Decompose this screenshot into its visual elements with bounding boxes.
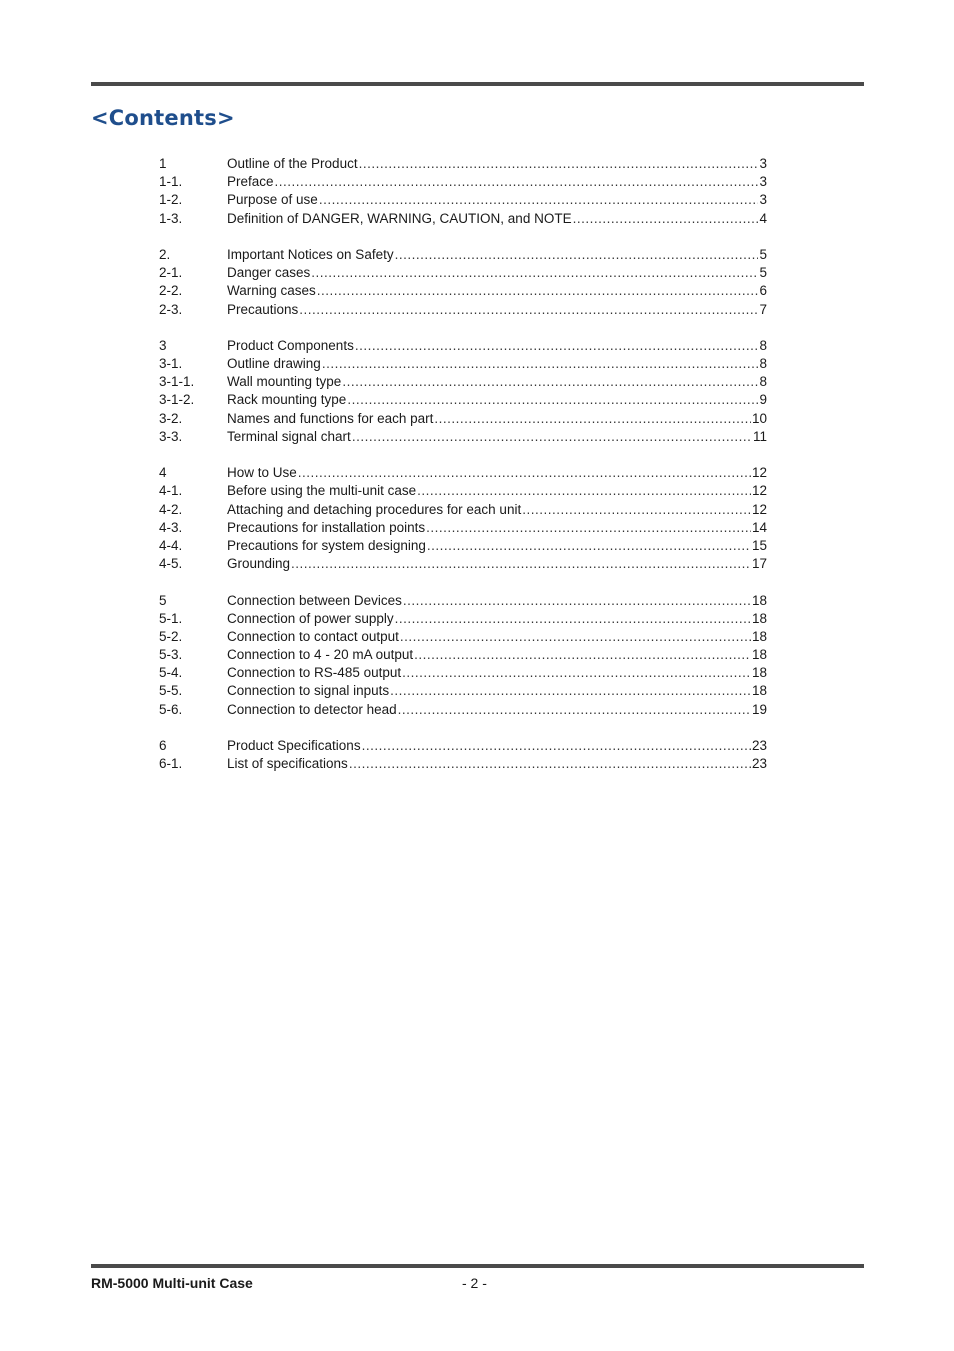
toc-entry-title: Connection of power supply <box>227 610 394 626</box>
toc-entry[interactable] <box>159 464 767 482</box>
toc-entry[interactable] <box>159 155 767 173</box>
toc-entry-number: 3 <box>159 337 167 353</box>
toc-entry-number: 3-2. <box>159 410 183 426</box>
toc-entry[interactable] <box>159 428 767 446</box>
toc-dot-leader <box>311 264 758 282</box>
toc-entry-page: 15 <box>751 537 767 553</box>
toc-dot-leader <box>395 246 759 264</box>
toc-entry[interactable] <box>159 173 767 191</box>
toc-entry[interactable] <box>159 537 767 555</box>
toc-entry[interactable] <box>159 592 767 610</box>
toc-entry-number: 4-4. <box>159 537 183 553</box>
toc-entry-number: 1-2. <box>159 192 183 208</box>
toc-entry-title: Definition of DANGER, WARNING, CAUTION, and NOTE <box>227 210 572 226</box>
toc-entry-page: 12 <box>751 465 767 481</box>
toc-entry-title: How to Use <box>227 465 297 481</box>
toc-entry[interactable] <box>159 264 767 282</box>
toc-entry[interactable] <box>159 555 767 573</box>
toc-entry-number: 4-1. <box>159 483 183 499</box>
toc-entry-number: 5-5. <box>159 683 183 699</box>
header-rule <box>91 82 864 86</box>
toc-entry[interactable] <box>159 501 767 519</box>
toc-entry-number: 5-4. <box>159 665 183 681</box>
toc-entry[interactable] <box>159 301 767 319</box>
toc-entry-title: List of specifications <box>227 756 348 772</box>
toc-entry-number: 3-1-1. <box>159 374 195 390</box>
toc-dot-leader <box>426 519 751 537</box>
toc-entry[interactable] <box>159 282 767 300</box>
toc-entry[interactable] <box>159 482 767 500</box>
toc-entry-number: 4-5. <box>159 556 183 572</box>
toc-entry-page: 10 <box>751 410 767 426</box>
toc-entry[interactable] <box>159 682 767 700</box>
toc-entry-page: 6 <box>759 283 767 299</box>
toc-entry-page: 5 <box>759 265 767 281</box>
toc-entry-title: Connection to detector head <box>227 701 397 717</box>
toc-dot-leader <box>434 410 751 428</box>
toc-dot-leader <box>400 628 751 646</box>
toc-entry-number: 1 <box>159 156 167 171</box>
toc-entry-page: 3 <box>759 156 767 171</box>
toc-dot-leader <box>347 391 758 409</box>
toc-entry-title: Product Components <box>227 337 354 353</box>
toc-entry-page: 9 <box>759 392 767 408</box>
toc-dot-leader <box>291 555 751 573</box>
toc-entry[interactable] <box>159 210 767 228</box>
page-title: <Contents> <box>91 106 235 130</box>
toc-entry-title: Names and functions for each part <box>227 410 434 426</box>
toc-entry-page: 11 <box>752 428 767 444</box>
toc-entry-title: Product Specifications <box>227 738 361 753</box>
toc-dot-leader <box>414 646 751 664</box>
toc-entry-number: 5 <box>159 592 167 608</box>
toc-dot-leader <box>298 464 751 482</box>
toc-dot-leader <box>403 592 751 610</box>
toc-dot-leader <box>275 173 759 191</box>
toc-entry-page: 23 <box>751 738 767 753</box>
toc-entry-page: 12 <box>751 483 767 499</box>
toc-entry[interactable] <box>159 646 767 664</box>
toc-entry-title: Connection to RS-485 output <box>227 665 402 681</box>
toc-dot-leader <box>352 428 752 446</box>
toc-dot-leader <box>395 610 751 628</box>
toc-dot-leader <box>427 537 751 555</box>
toc-entry[interactable] <box>159 410 767 428</box>
toc-entry-page: 19 <box>751 701 767 717</box>
toc-dot-leader <box>417 482 751 500</box>
toc-section <box>159 464 767 573</box>
toc-dot-leader <box>355 337 759 355</box>
toc-entry-page: 18 <box>751 683 767 699</box>
toc-entry-number: 2-1. <box>159 265 183 281</box>
toc-section <box>159 737 767 773</box>
toc-entry[interactable] <box>159 628 767 646</box>
toc-entry-number: 3-1. <box>159 356 183 372</box>
toc-entry[interactable] <box>159 391 767 409</box>
toc-entry-page: 8 <box>759 356 767 372</box>
toc-entry-title: Rack mounting type <box>227 392 347 408</box>
toc-entry-page: 8 <box>759 374 767 390</box>
toc-dot-leader <box>402 664 751 682</box>
toc-entry-number: 5-2. <box>159 628 183 644</box>
footer-rule <box>91 1264 864 1268</box>
toc-entry-title: Precautions <box>227 301 299 317</box>
toc-dot-leader <box>390 682 751 700</box>
toc-entry-number: 2-3. <box>159 301 183 317</box>
toc-entry-number: 5-3. <box>159 647 183 663</box>
toc-section <box>159 155 767 228</box>
toc-entry-number: 6 <box>159 738 167 753</box>
toc-entry-title: Warning cases <box>227 283 316 299</box>
toc-entry-title: Connection between Devices <box>227 592 402 608</box>
toc-entry-page: 18 <box>751 610 767 626</box>
toc-dot-leader <box>398 701 751 719</box>
toc-entry-title: Outline drawing <box>227 356 321 372</box>
toc-entry-title: Before using the multi-unit case <box>227 483 417 499</box>
toc-entry-page: 23 <box>751 756 767 772</box>
toc-entry-title: Wall mounting type <box>227 374 342 390</box>
toc-entry-number: 5-1. <box>159 610 183 626</box>
toc-entry-page: 4 <box>759 210 767 226</box>
toc-entry-number: 3-3. <box>159 428 183 444</box>
toc-entry-title: Connection to signal inputs <box>227 683 390 699</box>
toc-entry-number: 1-1. <box>159 174 183 190</box>
toc-dot-leader <box>362 737 751 755</box>
toc-entry-title: Grounding <box>227 556 291 572</box>
toc-entry-page: 5 <box>759 246 767 262</box>
toc-entry-number: 2. <box>159 246 171 262</box>
footer-document-name: RM-5000 Multi-unit Case <box>91 1275 253 1291</box>
toc-entry[interactable] <box>159 191 767 209</box>
toc-entry-page: 18 <box>751 665 767 681</box>
toc-entry-number: 6-1. <box>159 756 183 772</box>
toc-entry[interactable] <box>159 701 767 719</box>
table-of-contents <box>159 155 767 792</box>
toc-dot-leader <box>359 155 759 173</box>
toc-section <box>159 592 767 719</box>
toc-entry-page: 7 <box>759 301 767 317</box>
toc-dot-leader <box>522 501 751 519</box>
toc-entry[interactable] <box>159 246 767 264</box>
toc-entry-page: 18 <box>751 592 767 608</box>
toc-entry-page: 18 <box>751 647 767 663</box>
toc-dot-leader <box>322 355 759 373</box>
toc-entry-page: 3 <box>759 192 767 208</box>
toc-dot-leader <box>342 373 758 391</box>
toc-section <box>159 246 767 319</box>
toc-entry-title: Terminal signal chart <box>227 428 351 444</box>
toc-entry-title: Connection to 4 - 20 mA output <box>227 647 414 663</box>
toc-entry-title: Preface <box>227 174 274 190</box>
toc-entry-title: Important Notices on Safety <box>227 246 394 262</box>
toc-entry[interactable] <box>159 355 767 373</box>
toc-entry-title: Outline of the Product <box>227 156 358 171</box>
toc-section <box>159 337 767 446</box>
toc-entry-number: 3-1-2. <box>159 392 195 408</box>
toc-entry[interactable] <box>159 337 767 355</box>
toc-entry-page: 18 <box>751 628 767 644</box>
toc-entry-title: Attaching and detaching procedures for each unit <box>227 501 522 517</box>
toc-dot-leader <box>317 282 759 300</box>
toc-entry-number: 2-2. <box>159 283 183 299</box>
toc-entry[interactable] <box>159 664 767 682</box>
toc-entry[interactable] <box>159 737 767 755</box>
toc-entry-title: Danger cases <box>227 265 311 281</box>
toc-entry-title: Connection to contact output <box>227 628 399 644</box>
toc-entry-page: 17 <box>751 556 767 572</box>
toc-dot-leader <box>573 210 759 228</box>
toc-entry-number: 4-2. <box>159 501 183 517</box>
toc-entry-page: 8 <box>759 337 767 353</box>
toc-entry-title: Purpose of use <box>227 192 318 208</box>
toc-entry-page: 14 <box>751 519 767 535</box>
toc-entry[interactable] <box>159 610 767 628</box>
footer-page-number: - 2 - <box>462 1275 487 1291</box>
toc-entry-number: 5-6. <box>159 701 183 717</box>
toc-entry-number: 4-3. <box>159 519 183 535</box>
toc-entry[interactable] <box>159 519 767 537</box>
toc-entry-title: Precautions for installation points <box>227 519 426 535</box>
toc-dot-leader <box>299 301 758 319</box>
toc-dot-leader <box>319 191 759 209</box>
toc-entry-title: Precautions for system designing <box>227 537 426 553</box>
toc-entry-page: 12 <box>751 501 767 517</box>
toc-entry-number: 1-3. <box>159 210 183 226</box>
toc-entry-page: 3 <box>759 174 767 190</box>
toc-entry[interactable] <box>159 373 767 391</box>
toc-entry-number: 4 <box>159 465 167 481</box>
toc-dot-leader <box>349 755 751 773</box>
toc-entry[interactable] <box>159 755 767 773</box>
